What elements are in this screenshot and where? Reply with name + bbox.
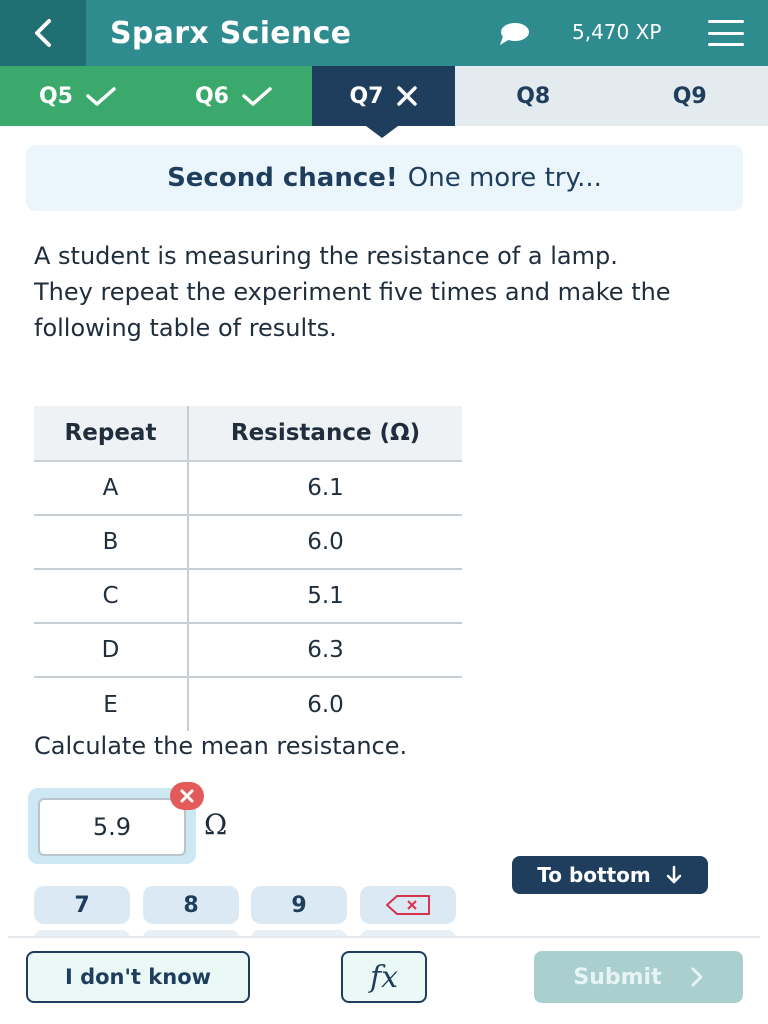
banner-bold-text: Second chance! xyxy=(167,163,398,193)
table-cell: 6.1 xyxy=(188,461,462,515)
keypad-key-7[interactable]: 7 xyxy=(34,886,130,924)
banner-text: One more try... xyxy=(407,163,602,193)
tab-label: Q6 xyxy=(194,83,229,109)
dont-know-button[interactable]: I don't know xyxy=(26,951,250,1003)
table-cell: 6.0 xyxy=(188,515,462,569)
tab-label: Q9 xyxy=(672,83,707,109)
tab-label: Q5 xyxy=(38,83,73,109)
cross-icon xyxy=(396,85,418,107)
column-header: Repeat xyxy=(34,406,188,461)
question-text xyxy=(34,238,714,346)
menu-button[interactable] xyxy=(706,18,746,48)
table-row xyxy=(34,677,462,731)
table-cell: 5.1 xyxy=(188,569,462,623)
second-chance-banner xyxy=(26,145,743,211)
cross-icon xyxy=(179,788,195,804)
table-header-row xyxy=(34,406,462,461)
backspace-icon xyxy=(385,894,431,916)
chat-bubble-icon xyxy=(498,22,530,46)
table-cell: B xyxy=(34,515,188,569)
arrow-down-icon xyxy=(665,865,683,885)
back-button[interactable] xyxy=(0,0,86,66)
footer-divider xyxy=(8,936,760,938)
chat-button[interactable] xyxy=(498,22,530,46)
table-cell: 6.0 xyxy=(307,691,344,718)
question-line: A student is measuring the resistance of a lamp. xyxy=(34,242,618,270)
tab-q5[interactable] xyxy=(0,66,156,126)
question-line: They repeat the experiment five times and make the following table of results. xyxy=(34,278,671,342)
keypad-key-9[interactable]: 9 xyxy=(251,886,347,924)
table-cell: 6.3 xyxy=(188,623,462,677)
table-cell: C xyxy=(34,569,188,623)
to-bottom-label: To bottom xyxy=(537,863,651,887)
tab-q7[interactable] xyxy=(312,66,455,126)
table-row xyxy=(34,461,462,515)
chevron-right-icon xyxy=(690,966,704,988)
hamburger-icon-bar xyxy=(708,32,744,35)
formula-button[interactable]: fx xyxy=(341,951,427,1003)
table-row xyxy=(34,569,462,623)
calculation-prompt: Calculate the mean resistance. xyxy=(34,732,408,760)
tab-q9[interactable] xyxy=(612,66,768,126)
keypad-backspace[interactable] xyxy=(360,886,456,924)
tab-label: Q7 xyxy=(349,83,384,109)
check-icon xyxy=(85,85,117,107)
column-header: Resistance (Ω) xyxy=(188,406,462,461)
active-tab-pointer xyxy=(366,126,398,138)
wrong-answer-badge xyxy=(170,782,204,810)
answer-unit: Ω xyxy=(204,808,228,841)
xp-counter: 5,470 XP xyxy=(572,20,662,44)
hamburger-icon-bar xyxy=(708,20,744,23)
submit-button[interactable] xyxy=(534,951,743,1003)
hamburger-icon-bar xyxy=(708,43,744,46)
table-cell: D xyxy=(34,623,188,677)
tab-q8[interactable] xyxy=(455,66,612,126)
question-tabs xyxy=(0,66,768,126)
keypad-key-8[interactable]: 8 xyxy=(143,886,239,924)
check-icon xyxy=(241,85,273,107)
app-title: Sparx Science xyxy=(110,15,352,51)
answer-input[interactable] xyxy=(38,798,186,856)
tab-q6[interactable] xyxy=(156,66,312,126)
chevron-left-icon xyxy=(31,17,55,49)
results-table xyxy=(34,406,462,731)
table-cell: A xyxy=(34,461,188,515)
table-cell: E xyxy=(34,677,188,731)
tab-label: Q8 xyxy=(516,83,551,109)
table-row xyxy=(34,515,462,569)
to-bottom-button[interactable] xyxy=(512,856,708,894)
table-row xyxy=(34,623,462,677)
submit-label: Submit xyxy=(573,964,662,990)
